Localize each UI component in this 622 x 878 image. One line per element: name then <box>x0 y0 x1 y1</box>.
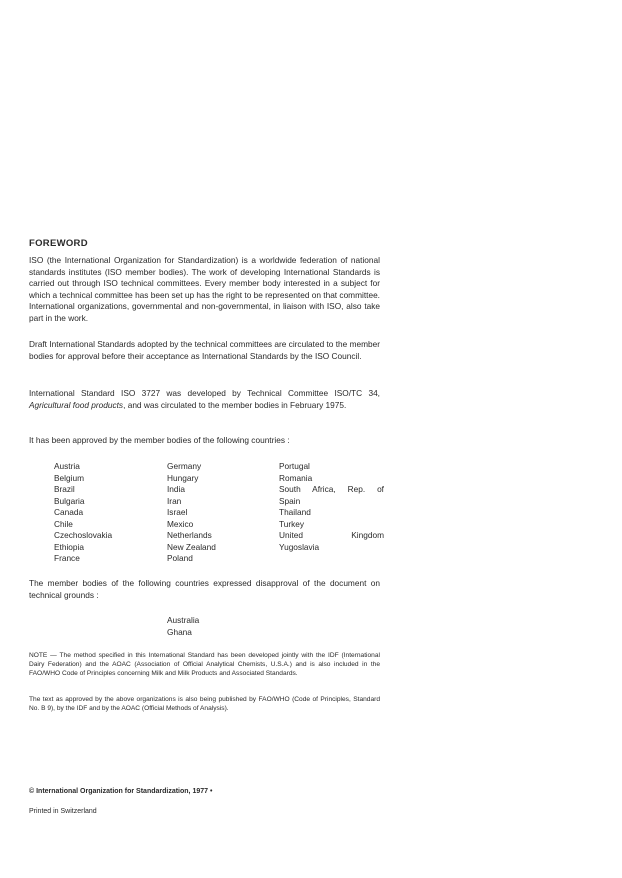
country-name: Romania <box>279 472 313 483</box>
country-name: Iran <box>167 495 182 506</box>
note-publication: The text as approved by the above organizations is also being published by FAO/WHO (Code of Principles, Standard No. B 9), by the IDF and by the AOAC (Official Methods of Analysis). <box>29 696 380 712</box>
development-text-start: International Standard ISO 3727 was developed by Technical Committee ISO/TC 34, <box>29 388 380 398</box>
country-name: Chile <box>54 518 73 529</box>
development-text-end: , and was circulated to the member bodies in February 1975. <box>123 399 347 410</box>
foreword-paragraph-disapproval: The member bodies of the following countries expressed disapproval of the document on technical grounds : <box>29 578 380 600</box>
country-name: Canada <box>54 507 84 517</box>
country-name: New Zealand <box>167 541 216 552</box>
approved-countries-column-2 <box>167 461 216 565</box>
country-name: Mexico <box>167 518 194 529</box>
country-name: Spain <box>279 495 301 506</box>
country-name: France <box>54 553 80 563</box>
country-name: South Africa, Rep. of <box>279 484 384 494</box>
country-name: Ethiopia <box>54 541 84 552</box>
committee-title: Agricultural food products <box>29 399 124 410</box>
country-name: United Kingdom <box>279 530 384 540</box>
country-name: Poland <box>167 553 193 563</box>
disapproved-countries-list <box>167 615 199 638</box>
printed-in-notice: Printed in Switzerland <box>29 808 97 815</box>
country-name: Bulgaria <box>54 495 85 506</box>
foreword-paragraph-approval: It has been approved by the member bodies of the following countries : <box>29 435 290 445</box>
country-name: Thailand <box>279 507 311 517</box>
country-name: Czechoslovakia <box>54 530 113 540</box>
country-name: Germany <box>167 461 202 471</box>
country-name: Israel <box>167 507 188 517</box>
foreword-heading: FOREWORD <box>29 238 88 249</box>
approved-countries-column-3 <box>279 461 384 553</box>
country-name: Austria <box>54 461 80 471</box>
foreword-paragraph-draft-standards: Draft International Standards adopted by the technical committees are circulated to the member bodies for approval before their acceptance as International Standards by the ISO Council. <box>29 339 380 361</box>
country-name: Netherlands <box>167 530 212 540</box>
country-name: Yugoslavia <box>279 541 320 552</box>
country-name: India <box>167 484 185 494</box>
copyright-notice: © International Organization for Standardization, 1977 • <box>29 788 213 795</box>
country-name: Turkey <box>279 518 305 529</box>
country-name: Brazil <box>54 484 75 494</box>
foreword-paragraph-iso-intro: ISO (the International Organization for Standardization) is a worldwide federation of national standards institutes (ISO member bodies). The work of developing International Standards is carried out through ISO technical committees. Every member body interested in a subject for which a technical committee has been set up has the right to be represented on that committee. International organizations, governmental and non-governmental, in liaison with ISO, also take part in the work. <box>29 255 380 323</box>
country-name: Belgium <box>54 472 84 483</box>
country-name: Portugal <box>279 461 310 471</box>
note-joint-development: NOTE — The method specified in this International Standard has been developed jointly with the IDF (International Dairy Federation) and the AOAC (Association of Official Analytical Chemists, U.S.A.) and is also included in the FAO/WHO Code of Principles concerning Milk and Milk Products and Associated Standards. <box>29 652 380 677</box>
approved-countries-column-1 <box>54 461 112 565</box>
country-name: Australia <box>167 615 200 625</box>
country-name: Hungary <box>167 472 199 483</box>
country-name: Ghana <box>167 626 192 637</box>
foreword-paragraph-development <box>29 388 380 411</box>
